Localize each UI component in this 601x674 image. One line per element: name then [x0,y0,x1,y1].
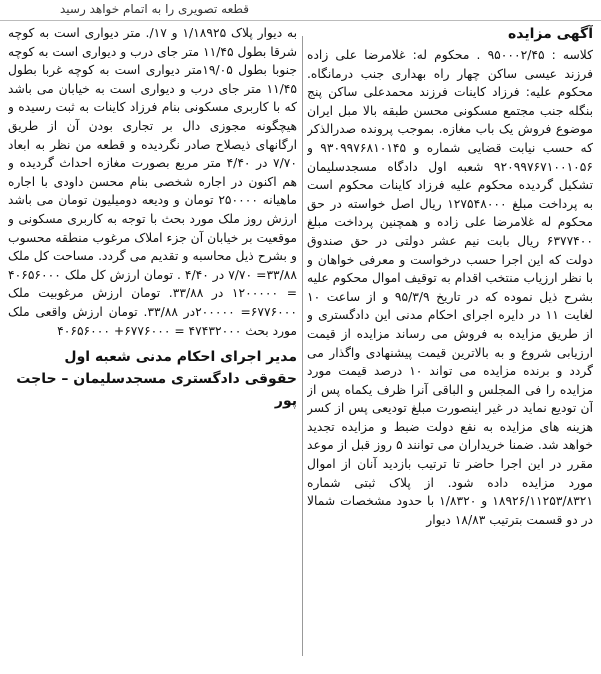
ad-signature: مدیر اجرای احکام مدنی شعبه اول حقوقی دادگستری مسجدسلیمان – حاجت پور [16,349,297,410]
ad-columns [8,24,593,670]
previous-article-text: قطعه تصویری را به اتمام خواهد رسید [60,2,249,16]
ad-column-right [307,24,593,670]
ad-title: آگهی مزایده [507,26,593,42]
previous-article-fragment [0,0,601,21]
ad-column-left [8,24,297,670]
ad-body-part-2: به دیوار پلاک ۱/۱۸۹۲۵ و ۱۷/. متر دیواری است به کوچه شرقا بطول ۱۱/۴۵ متر جای درب و دیواری است به کوچه جنوبا بطول ۱۹/۰۵متر دیواری است به کوچه غربا بطول ۱۱/۴۵ متر جای درب و دیواری است به خیابان می باشد که با کاربری مسکونی بنام فرزاد کاینات به ثبت رسیده و هیچگونه مجوزی دال بر تجاری بودن آن از طریق ارگانهای ذیصلاح صادر نگردیده و قطعه من نظر به ابعاد ۷/۷۰ در ۴/۴۰ متر مربع بصورت مغازه احداث گردیده و هم اکنون در اجاره شخصی بنام محسن داودی با اجاره ماهیانه ۲۵۰۰۰۰ تومان و ودیعه دومیلیون تومان می باشد ارزش روز ملک مورد بحث با توجه به کاربری مسکونی و موقعیت بر خیابان آن جزء املاک مرغوب منطقه محسوب و بشرح ذیل محاسبه و تقدیم می گردد. مساحت کل ملک ۳۳/۸۸= ۷/۷۰ در ۴/۴۰ . تومان ارزش کل ملک ۴۰۶۵۶۰۰۰ = ۱۲۰۰۰۰۰ در ۳۳/۸۸. تومان ارزش مرغوبیت ملک ۶۷۷۶۰۰۰= ۲۰۰۰۰۰در ۳۳/۸۸. تومان ارزش واقعی ملک مورد بحث ۴۷۴۳۲۰۰۰ = ۶۷۷۶۰۰۰+ ۴۰۶۵۶۰۰۰ [8,26,297,338]
ad-body-part-1: کلاسه : ۹۵۰۰۰۲/۴۵ . محکوم له: غلامرضا علی زاده فرزند عیسی ساکن چهار راه بهداری جنب درمانگاه. محکوم علیه: فرزاد کاینات فرزند محمدعلی ساکن پنج بنگله جنب مجتمع مسکونی محسن طبقه بالا مبل ایران موضوع فروش یک باب مغازه. بموجب پرونده صدرالذکر که حسب نیابت قضایی شماره و ۹۳۰۹۹۷۶۸۱۰۱۴۵ و ۹۲۰۹۹۷۶۷۱۰۰۱۰۵۶ شعبه اول دادگاه مسجدسلیمان تشکیل گردیده محکوم علیه فرزاد کاینات محکوم است به پرداخت مبلغ ۱۲۷۵۴۸۰۰۰ ریال اصل خواسته در حق محکوم له غلامرضا علی زاده و همچنین پرداخت مبلغ ۶۳۷۷۴۰۰ ریال بابت نیم عشر دولتی در حق صندوق دولت که این اجرا حسب درخواست و معرفی خواهان و با نظر ارزیاب منتخب اقدام به توقیف اموال محکوم علیه بشرح ذیل نموده که در تاریخ ۹۵/۳/۹ و از ساعت ۱۰ لغایت ۱۱ در دایره اجرای احکام مدنی این دادگستری و از طریق مزایده به فروش می رساند مزایده از قیمت ارزیابی شروع و به بالاترین قیمت پیشنهادی واگذار می گردد و برنده مزایده می تواند ۱۰ درصد قیمت مورد مزایده را فی المجلس و الباقی آنرا ظرف یکماه پس از آن تودیع نماید در غیر اینصورت مبلغ تودیعی پس از کسر هزینه های مزایده به نفع دولت ضبط و مزایده تجدید خواهد شد. ضمنا خریداران می توانند ۵ روز قبل از موعد مقرر در این اجرا حاضر تا ترتیب بازدید آنان از اموال مورد مزایده داده شود. از پلاک ثبتی شماره ۱۸۹۲۶/۱۱۲۵۳/۸۳۲۱ و ۱/۸۳۲۰ با حدود مشخصات شمالا در دو قسمت بترتیب ۱۸/۸۳ دیوار [307,48,593,527]
